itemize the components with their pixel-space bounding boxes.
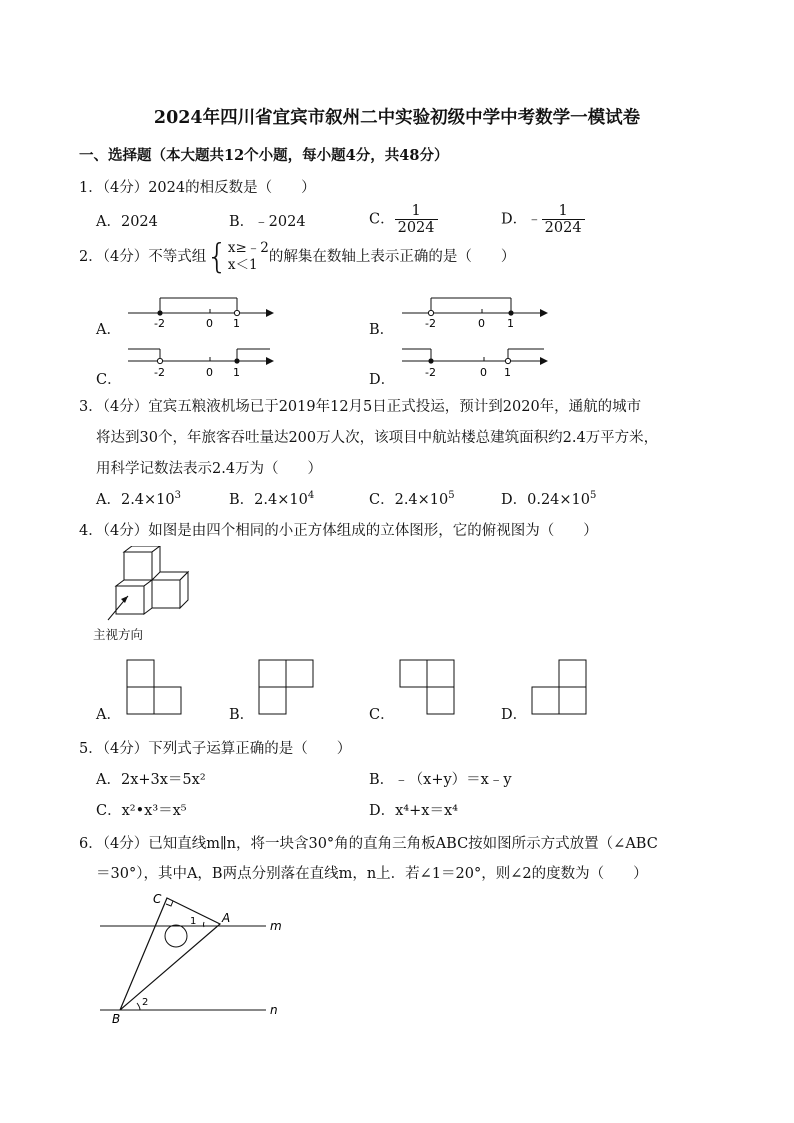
open-point [428,310,433,315]
q1-option-d [501,203,585,236]
tick-label-1: 1 [233,317,240,330]
section-heading: 一、选择题（本大题共12个小题，每小题4分，共48分） [79,147,449,164]
open-point [157,358,162,363]
q3-c-base: C．2.4×10 [369,492,449,508]
open-point [505,358,510,363]
q2-option-b-label: B． [369,322,395,338]
q3-b-base: B．2.4×10 [229,492,308,508]
q3-b-exponent: 4 [307,490,315,502]
q3-line-1: 3．（4分）宜宾五粮液机场已于2019年12月5日正式投运，预计到2020年，通航的城市 [79,399,642,415]
q3-line-3: 用科学记数法表示2.4万为（ ） [96,461,323,477]
tick-label-0: 0 [206,366,213,379]
q1-d-sign: ﹣ [527,211,542,228]
q2-option-d-label: D． [369,372,396,388]
tick-label-1: 1 [504,366,511,379]
axis-arrow-icon [266,309,274,317]
right-angle-mark [166,901,173,906]
q2-system [228,240,269,274]
q5-option-a: A．2x+3x＝5x² [96,772,206,788]
tick-label-1: 1 [233,366,240,379]
square [427,687,454,714]
square [127,660,154,687]
q3-d-base: D．0.24×10 [501,492,591,508]
q4-option-c-label: C． [369,707,395,723]
tick-label-neg2: -2 [154,317,165,330]
q4-view-c [399,659,457,717]
page-title: 2024年四川省宜宾市叙州二中实验初级中学中考数学一模试卷 [153,108,641,128]
tick-label-neg2: -2 [425,366,436,379]
tick-label-neg2: -2 [154,366,165,379]
q3-option-b [229,488,314,509]
q2-stem [79,237,516,277]
label-m: m [270,919,282,933]
q2-number-line-a [124,292,274,330]
q3-c-exponent: 5 [448,490,455,502]
cube-front-side [144,580,152,614]
q1-option-c-fraction [395,203,438,236]
q4-view-d [531,659,589,717]
square [286,660,313,687]
cube-top-front [124,552,152,580]
label-angle-2: 2 [142,997,149,1008]
q1-option-a: A．2024 [96,214,158,230]
angle-2-arc [137,1003,140,1010]
tick-label-neg2: -2 [425,317,436,330]
q2-stem-pre: 2．（4分）不等式组 [79,249,207,265]
q4-option-a-label: A． [96,707,121,723]
q2-number-line-c [124,345,274,383]
q2-number-line-b [398,292,548,330]
q6-line-2: ＝30°），其中A，B两点分别落在直线m，n上．若∠1＝20°，则∠2的度数为（ ） [96,866,648,882]
q2-option-c-label: C． [96,372,122,388]
q5-option-c: C．x²•x³＝x⁵ [96,803,187,819]
angle-1-arc [204,922,205,927]
q3-option-c [369,488,455,509]
triangle-hole [165,925,187,947]
square [154,687,181,714]
q3-option-a [96,488,181,509]
q6-figure [90,888,290,1028]
triangle-abc [120,898,220,1010]
q1-option-b: B．﹣2024 [229,214,306,230]
q5-stem: 5．（4分）下列式子运算正确的是（ ） [79,741,352,757]
label-n: n [270,1003,278,1017]
q1-c-numerator: 1 [395,203,438,220]
square [259,660,286,687]
q4-view-label: 主视方向 [93,627,144,642]
q2-stem-post: 的解集在数轴上表示正确的是（ ） [268,249,516,265]
square [259,687,286,714]
q4-option-d-label: D． [501,707,528,723]
solid-point [234,358,239,363]
q2-inequality-2: x＜1 [227,257,258,273]
q2-number-line-d [398,345,548,383]
q2-option-a-label: A． [96,322,121,338]
label-angle-1: 1 [190,916,197,927]
q5-option-d: D．x⁴+x＝x⁴ [369,803,458,819]
q1-option-d-label: D． [501,211,528,228]
solid-point [508,310,513,315]
solid-point [428,358,433,363]
q1-d-denominator: 2024 [544,220,582,236]
q6-line-1: 6．（4分）已知直线m∥n，将一块含30°角的直角三角板ABC按如图所示方式放置（∠ABC [79,836,658,852]
q3-line-2: 将达到30个，年旅客吞吐量达200万人次，该项目中航站楼总建筑面积约2.4万平方米， [96,430,659,446]
q1-option-d-fraction [542,203,585,236]
axis-arrow-icon [540,309,548,317]
q1-option-c [369,203,438,236]
cube-right-front [152,580,180,608]
tick-label-1: 1 [507,317,514,330]
q5-option-b: B．﹣（x+y）＝x﹣y [369,772,512,788]
q4-stem: 4．（4分）如图是由四个相同的小正方体组成的立体图形，它的俯视图为（ ） [79,523,598,539]
q4-option-b-label: B． [229,707,255,723]
square [127,687,154,714]
label-b: B [112,1012,121,1026]
q3-option-d [501,488,596,509]
open-point [234,310,239,315]
square [532,687,559,714]
q4-view-a [126,659,184,717]
axis-arrow-icon [540,357,548,365]
axis-arrow-icon [266,357,274,365]
square [559,660,586,687]
square [400,660,427,687]
q2-inequality-1: x≥﹣2 [227,240,269,256]
q1-c-denominator: 2024 [397,220,435,236]
q4-view-b [258,659,316,717]
tick-label-0: 0 [478,317,485,330]
tick-label-0: 0 [480,366,487,379]
q2-brace: { [206,237,228,277]
q1-d-numerator: 1 [542,203,585,220]
q3-d-exponent: 5 [590,490,597,502]
label-c: C [153,892,162,906]
label-a: A [222,911,231,925]
q3-a-exponent: 3 [174,490,182,502]
square [427,660,454,687]
tick-label-0: 0 [206,317,213,330]
solid-point [157,310,162,315]
square [559,687,586,714]
cube-front-front [116,586,144,614]
q1-stem: 1．（4分）2024的相反数是（ ） [79,180,316,196]
q3-a-base: A．2.4×10 [96,492,175,508]
q1-option-c-label: C． [369,211,395,228]
